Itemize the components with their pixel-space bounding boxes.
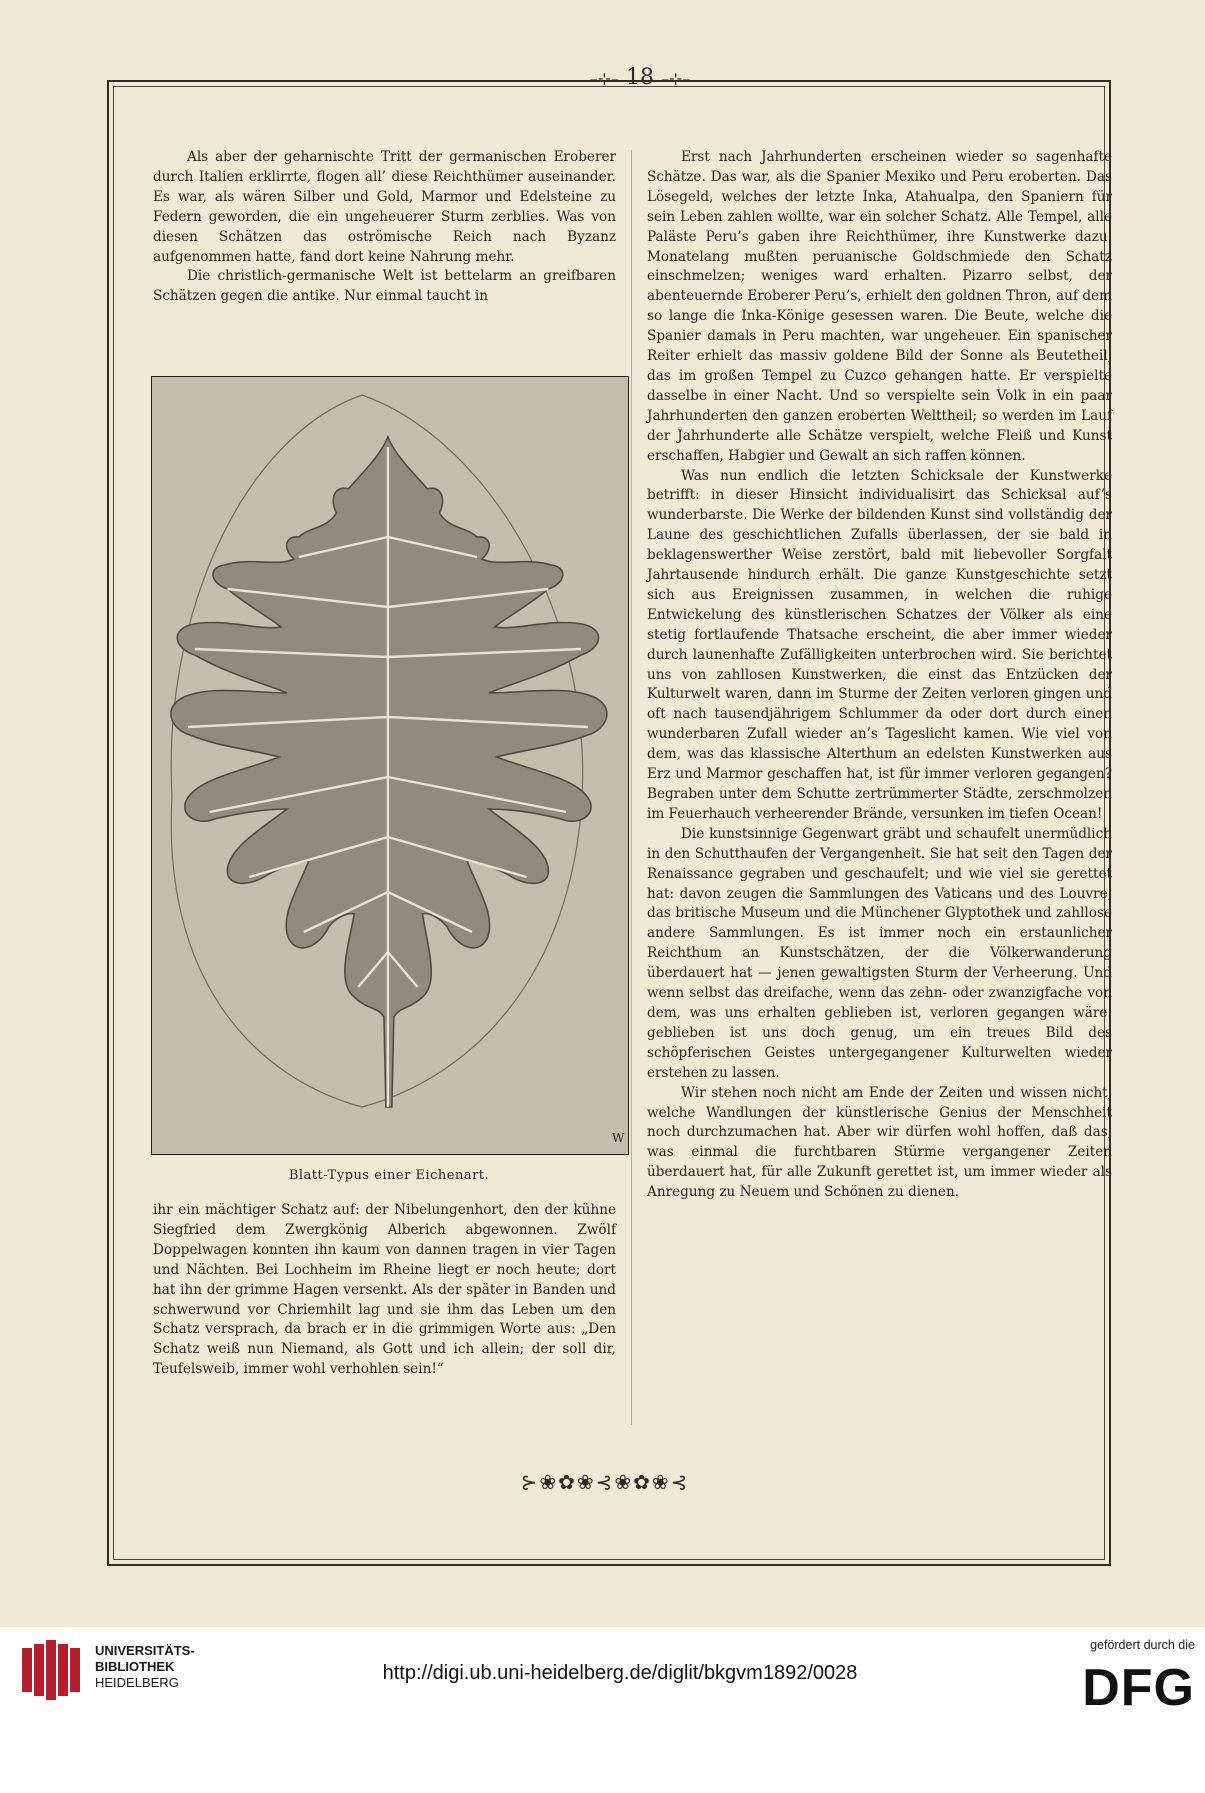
paragraph: Erst nach Jahrhunderten erscheinen wieder so sagenhafte Schätze. Das war, als die Spanier Mexiko und Peru eroberten. Das Lösegeld, welches der letzte Inka, Atahualpa, den Spaniern für sein Leben zahlen wollte, war ein solcher Schatz. Alle Tempel, alle Paläste Peru’s gaben ihre Reichthümer, ihre Kunstwerke dazu. Monatelang mußten peruanische Goldschmiede den Schatz einschmelzen; weniges ward erhalten. Pizarro selbst, der abenteuernde Eroberer Peru’s, erhielt den goldnen Thron, auf dem so lange die Inka-Könige gesessen waren. Die Beute, welche die Spanier damals in Peru machten, war ungeheuer. Ein spanischer Reiter erhielt das massiv goldene Bild der Sonne als Beutetheil, das im großen Tempel zu Cuzco gehangen hatte. Er verspielte dasselbe in einer Nacht. Und so verspielte sein Volk in ein paar Jahrhunderten den ganzen eroberten Welttheil; so werden im Lauf der Jahrhunderte alle Schätze verspielt, welche Fleiß und Kunst erschaffen, Habgier und Gewalt an sich raffen können. [647,149,1112,464]
institution-line: BIBLIOTHEK [95,1659,175,1674]
paragraph: Die kunstsinnige Gegenwart gräbt und schaufelt unermüdlich in den Schutthaufen der Vergangenheit. Sie hat seit den Tagen der Renaissance gegraben und geschaufelt; und wie viel sie gerettet hat: davon zeugen die Sammlungen des Vaticans und des Louvre, das britische Museum und die Münchener Glyptothek und zahllose andere Sammlungen. Es ist immer noch ein erstaunlicher Reichthum an Kunstschätzen, der die Völkerwanderung überdauert hat — jenen gewaltigsten Sturm der Verheerung. Und wenn selbst das dreifache, wenn das zehn- oder zwanzigfache von dem, was uns erhalten geblieben ist, verloren gegangen wäre: geblieben ist uns doch genug, um ein treues Bild des schöpferischen Geistes untergegangener Kulturwelten wieder erstehen zu lassen. [647,825,1112,1081]
artist-monogram: W [612,1131,625,1145]
institution-line: HEIDELBERG [95,1675,179,1690]
left-column-bottom [153,1201,616,1380]
institution-name [95,1643,195,1691]
oak-leaf-drawing [152,377,628,1154]
page-number-ornament-left: –⊹– [589,69,619,88]
dfg-logo: DFG [1082,1659,1195,1717]
university-library-logo-icon [20,1640,88,1702]
paragraph: ihr ein mächtiger Schatz auf: der Nibelungenhort, den der kühne Siegfried dem Zwergkönig Alberich abgewonnen. Zwölf Doppelwagen konnten ihn kaum von dannen tragen in vier Tagen und Nächten. Bei Lochheim im Rheine liegt er noch heute; dort hat ihn der grimme Hagen versenkt. Als der später in Banden und schwerwund vor Chriemhilt lag und sie ihm das Leben um den Schatz versprach, da brach er in die grimmigen Worte aus: „Den Schatz weiß nun Niemand, als Gott und ich allein; der soll dir, Teufelsweib, immer wohl verhohlen sein!“ [153,1202,616,1378]
leaf-illustration [151,376,629,1155]
right-column [647,148,1112,1203]
paragraph: Die christlich-germanische Welt ist bettelarm an greifbaren Schätzen gegen die antike. Nur einmal taucht in [153,268,616,305]
end-ornament: ⊱❀✿❀⊰❀✿❀⊰ [520,1470,690,1494]
left-column-top [153,148,616,307]
page-number-text: 18 [626,65,654,90]
institution-line: UNIVERSITÄTS- [95,1643,195,1658]
funding-label: gefördert durch die [1090,1638,1195,1652]
paragraph: Wir stehen noch nicht am Ende der Zeiten und wissen nicht, welche Wandlungen der künstlerische Genius der Menschheit noch durchzumachen hat. Aber wir dürfen wohl hoffen, daß das, was einmal die furchtbaren Stürme vergangener Zeiten überdauert hat, für alle Zukunft gerettet ist, um immer wieder als Anregung zu Neuem und Schönen zu dienen. [647,1084,1112,1201]
paragraph: Als aber der geharnischte Tritt der germanischen Eroberer durch Italien erklirrte, flogen all’ diese Reichthümer auseinander. Es war, als wären Silber und Gold, Marmor und Edelsteine zu Federn geworden, die ein ungeheuerer Sturm zerblies. Was von diesen Schätzen das oströmische Reich nach Byzanz aufgenommen hatte, fand dort keine Nahrung mehr. [153,149,616,265]
figure-caption: Blatt-Typus einer Eichenart. [288,1168,490,1183]
permalink-url[interactable]: http://digi.ub.uni-heidelberg.de/diglit/bkgvm1892/0028 [382,1662,858,1684]
paragraph: Was nun endlich die letzten Schicksale der Kunstwerke betrifft: in dieser Hinsicht individualisirt das Schicksal auf’s wunderbarste. Die Werke der bildenden Kunst sind vollständig der Laune des geschichtlichen Zufalls überlassen, der sie bald in beklagenswerther Weise zerstört, bald mit liebevoller Sorgfalt Jahrtausende hindurch erhält. Die ganze Kunstgeschichte setzt sich aus Ereignissen zusammen, in welchen die ruhige Entwickelung des künstlerischen Schatzes der Völker als eine stetig fortlaufende Thatsache erscheint, die aber immer wieder durch launenhafte Zufälligkeiten unterbrochen wird. Sie berichtet uns von zahllosen Kunstwerken, die einst das Entzücken der Kulturwelt waren, dann im Sturme der Zeiten verloren gingen und oft nach tausendjährigem Schlummer da oder dort durch einen wunderbaren Zufall wieder an’s Tageslicht kamen. Wie viel von dem, was das klassische Alterthum an edelsten Kunstwerken aus Erz und Marmor geschaffen hat, ist für immer verloren gegangen? Begraben unter dem Schutte zertrümmerter Städte, zerschmolzen im Feuerhauch verheerender Brände, versunken im tiefen Ocean! [647,467,1112,822]
column-divider [631,150,632,1425]
page-number-ornament-right: –⊹– [661,69,691,88]
